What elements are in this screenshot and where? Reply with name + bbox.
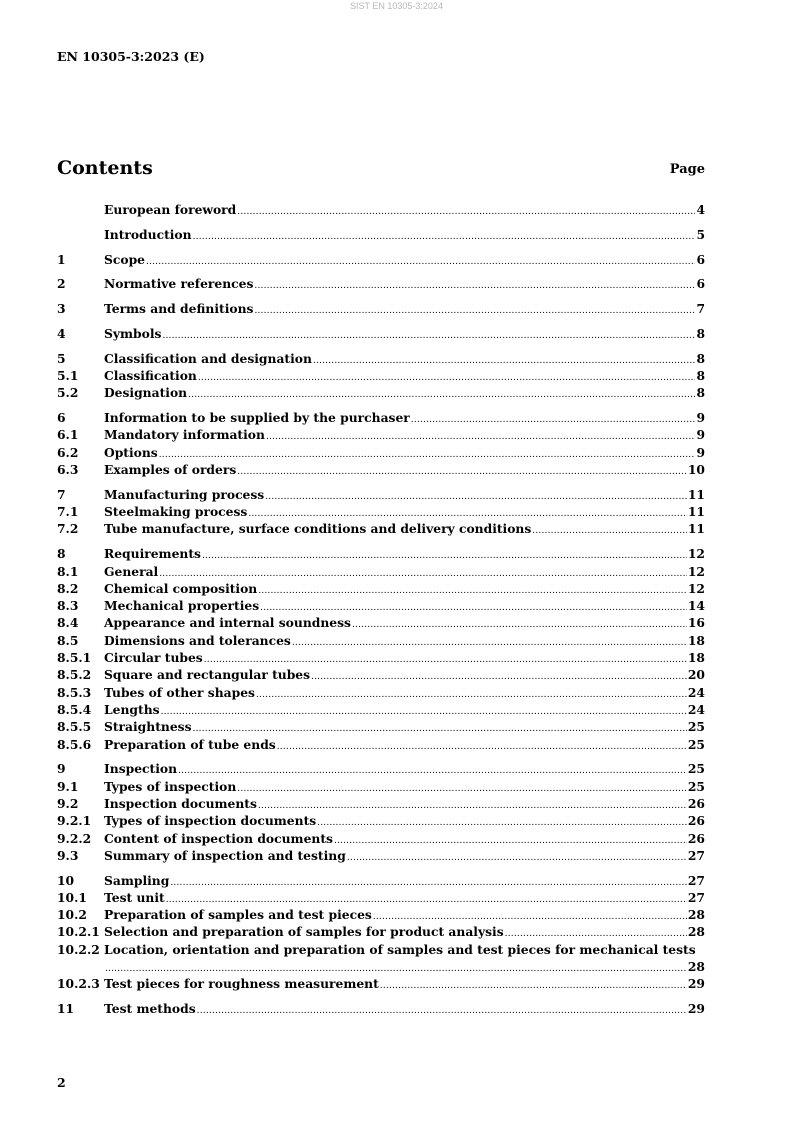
toc-entry[interactable] — [57, 367, 705, 384]
toc-leader-dots — [347, 847, 687, 867]
toc-entry[interactable] — [57, 563, 705, 580]
toc-entry-page: 11 — [687, 521, 705, 537]
toc-entry[interactable] — [57, 684, 705, 701]
toc-entry-number: 8.5 — [57, 632, 79, 648]
toc-entry-title: Requirements — [104, 546, 201, 562]
toc-leader-dots — [380, 975, 687, 995]
toc-entry-title: Classification and designation — [104, 350, 312, 366]
toc-leader-dots — [254, 275, 695, 295]
toc-entry-title: Preparation of samples and test pieces — [104, 907, 372, 923]
toc-entry-page: 7 — [696, 301, 705, 317]
toc-entry-title: Inspection documents — [104, 795, 257, 811]
toc-entry[interactable] — [57, 503, 705, 520]
watermark: SIST EN 10305-3:2024 — [350, 1, 443, 11]
toc-leader-dots — [188, 384, 695, 404]
toc-entry-page: 11 — [687, 504, 705, 520]
toc-entry-page: 26 — [687, 795, 705, 811]
toc-entry-number: 10.2.1 — [57, 924, 100, 940]
toc-entry-number: 1 — [57, 251, 66, 267]
toc-entry-title: Content of inspection documents — [104, 830, 333, 846]
toc-entry-number: 8.5.4 — [57, 701, 92, 717]
toc-entry-page: 14 — [687, 598, 705, 614]
toc-entry-number: 3 — [57, 301, 66, 317]
toc-entry-page: 12 — [687, 563, 705, 579]
toc-entry-page: 8 — [696, 368, 705, 384]
toc-entry[interactable] — [57, 545, 705, 562]
toc-entry[interactable] — [57, 812, 705, 829]
toc-entry-page: 6 — [696, 251, 705, 267]
toc-entry-number: 10.2.2 — [57, 941, 100, 957]
toc-entry-number: 6.3 — [57, 462, 79, 478]
toc-entry[interactable] — [57, 778, 705, 795]
toc-entry-page: 26 — [687, 813, 705, 829]
toc-entry-number: 7 — [57, 486, 66, 502]
toc-entry-continuation[interactable] — [57, 958, 705, 975]
page-number: 2 — [57, 1075, 66, 1090]
toc-leader-dots — [237, 461, 687, 481]
toc-entry-page: 9 — [696, 410, 705, 426]
toc-leader-dots — [237, 201, 695, 221]
toc-entry-number: 11 — [57, 1001, 75, 1017]
toc-entry-title: Classification — [104, 368, 197, 384]
toc-entry[interactable] — [57, 632, 705, 649]
toc-entry-title: Mechanical properties — [104, 598, 260, 614]
toc-leader-dots — [277, 736, 687, 756]
toc-entry-title: Inspection — [104, 761, 178, 777]
toc-entry-page: 8 — [696, 350, 705, 366]
toc-entry-title: Types of inspection documents — [104, 813, 317, 829]
toc-entry-number: 10.2.3 — [57, 976, 100, 992]
toc-entry-page: 4 — [696, 202, 705, 217]
toc-entry-number: 8.5.2 — [57, 667, 92, 683]
toc-entry-number: 5 — [57, 350, 66, 366]
document-header: EN 10305-3:2023 (E) — [57, 49, 205, 64]
toc-entry-page: 27 — [687, 889, 705, 905]
toc-entry-number: 9.2.1 — [57, 813, 92, 829]
toc-entry[interactable] — [57, 325, 705, 342]
toc-entry-title: Test unit — [104, 889, 165, 905]
toc-entry-number: 8.5.6 — [57, 736, 92, 752]
toc-entry-title: Location, orientation and preparation of samples and test pieces for mechanical tests — [104, 941, 696, 957]
toc-leader-dots — [254, 300, 695, 320]
toc-entry-number: 9.2.2 — [57, 830, 92, 846]
toc-entry-number: 8.4 — [57, 615, 79, 631]
toc-entry-title: Normative references — [104, 276, 254, 292]
toc-entry[interactable] — [57, 409, 705, 426]
toc-entry-title: General — [104, 563, 159, 579]
toc-entry[interactable] — [57, 1000, 705, 1017]
toc-entry[interactable] — [57, 580, 705, 597]
toc-entry-title: Examples of orders — [104, 462, 237, 478]
toc-entry[interactable] — [57, 666, 705, 683]
toc-entry-title: Options — [104, 444, 158, 460]
page-column-header: Page — [669, 162, 705, 177]
toc-entry[interactable] — [57, 275, 705, 292]
toc-leader-dots — [532, 520, 687, 540]
toc-entry-number: 10.2 — [57, 907, 87, 923]
toc-entry-title: Types of inspection — [104, 778, 237, 794]
toc-entry-title: Selection and preparation of samples for product analysis — [104, 924, 504, 940]
toc-entry-page: 27 — [687, 847, 705, 863]
toc-entry-number: 8.2 — [57, 580, 79, 596]
toc-entry-number: 2 — [57, 276, 66, 292]
toc-entry-title: Introduction — [104, 226, 192, 242]
toc-entry[interactable] — [57, 444, 705, 461]
toc-entry-title: Preparation of tube ends — [104, 736, 276, 752]
toc-entry[interactable] — [57, 736, 705, 753]
toc-entry-number: 8.5.3 — [57, 684, 92, 700]
toc-entry-title: Straightness — [104, 719, 192, 735]
toc-entry-page: 28 — [687, 959, 705, 975]
toc-entry-title: Symbols — [104, 325, 162, 341]
toc-entry-number: 8 — [57, 546, 66, 562]
contents-title: Contents — [57, 157, 153, 179]
toc-entry-number: 7.1 — [57, 504, 79, 520]
toc-entry-page: 16 — [687, 615, 705, 631]
toc-entry[interactable] — [57, 830, 705, 847]
toc-entry[interactable] — [57, 597, 705, 614]
toc-entry-title: Square and rectangular tubes — [104, 667, 311, 683]
toc-entry-page: 25 — [687, 761, 705, 777]
toc-entry-number: 9.2 — [57, 795, 79, 811]
toc-entry-page: 18 — [687, 632, 705, 648]
toc-entry-number: 8.3 — [57, 598, 79, 614]
toc-entry-title: Tubes of other shapes — [104, 684, 255, 700]
toc-entry[interactable] — [57, 701, 705, 718]
toc-entry-title: Designation — [104, 385, 188, 401]
toc-entry[interactable] — [57, 649, 705, 666]
toc-entry[interactable] — [57, 486, 705, 503]
toc-entry[interactable] — [57, 251, 705, 268]
toc-entry-number: 4 — [57, 325, 66, 341]
toc-entry-page: 24 — [687, 701, 705, 717]
toc-entry-number: 8.5.1 — [57, 650, 92, 666]
toc-entry-number: 5.2 — [57, 385, 79, 401]
toc-entry[interactable] — [57, 872, 705, 889]
toc-entry-page: 24 — [687, 684, 705, 700]
toc-entry-page: 25 — [687, 736, 705, 752]
toc-entry[interactable] — [57, 201, 705, 218]
toc-entry-number: 9 — [57, 761, 66, 777]
toc-entry[interactable] — [57, 923, 705, 940]
toc-entry-page: 9 — [696, 427, 705, 443]
toc-entry[interactable] — [57, 384, 705, 401]
toc-entry-title: Mandatory information — [104, 427, 265, 443]
toc-entry[interactable] — [57, 760, 705, 777]
toc-entry[interactable] — [57, 847, 705, 864]
toc-leader-dots — [193, 226, 696, 246]
toc-entry-title: Manufacturing process — [104, 486, 265, 502]
toc-entry-number: 10.1 — [57, 889, 87, 905]
toc-entry[interactable] — [57, 889, 705, 906]
toc-entry-page: 5 — [696, 226, 705, 242]
toc-entry-title: Summary of inspection and testing — [104, 847, 346, 863]
toc-entry-number: 10 — [57, 872, 75, 888]
toc-entry-page: 12 — [687, 580, 705, 596]
toc-entry[interactable] — [57, 426, 705, 443]
toc-entry-page: 27 — [687, 872, 705, 888]
toc-entry-number: 6.2 — [57, 444, 79, 460]
toc-entry-number: 8.5.5 — [57, 719, 92, 735]
toc-entry-page: 29 — [687, 976, 705, 992]
toc-entry[interactable] — [57, 795, 705, 812]
toc-entry[interactable] — [57, 941, 705, 958]
toc-entry-number: 5.1 — [57, 368, 79, 384]
toc-entry[interactable] — [57, 718, 705, 735]
toc-entry-page: 28 — [687, 924, 705, 940]
toc-entry[interactable] — [57, 906, 705, 923]
toc-entry-page: 18 — [687, 650, 705, 666]
toc-entry-page: 28 — [687, 907, 705, 923]
toc-entry-page: 20 — [687, 667, 705, 683]
toc-entry-page: 12 — [687, 546, 705, 562]
toc-leader-dots — [146, 251, 695, 271]
toc-entry-number: 6 — [57, 410, 66, 426]
toc-entry-title: Sampling — [104, 872, 170, 888]
toc-entry-title: Chemical composition — [104, 580, 258, 596]
toc-entry-title: Lengths — [104, 701, 160, 717]
toc-entry[interactable] — [57, 300, 705, 317]
toc-entry-page: 6 — [696, 276, 705, 292]
toc-entry[interactable] — [57, 975, 705, 992]
toc-entry-title: Scope — [104, 251, 145, 267]
toc-entry-title: Test pieces for roughness measurement — [104, 976, 379, 992]
toc-entry[interactable] — [57, 614, 705, 631]
toc-entry-page: 26 — [687, 830, 705, 846]
toc-entry-page: 9 — [696, 444, 705, 460]
toc-entry-page: 10 — [687, 462, 705, 478]
toc-entry-title: Appearance and internal soundness — [104, 615, 351, 631]
toc-entry-title: Dimensions and tolerances — [104, 632, 291, 648]
toc-entry-title: Tube manufacture, surface conditions and delivery conditions — [104, 521, 532, 537]
toc-entry-page: 11 — [687, 486, 705, 502]
toc-entry-number: 8.1 — [57, 563, 79, 579]
toc-entry-page: 8 — [696, 385, 705, 401]
toc-entry-number: 9.1 — [57, 778, 79, 794]
toc-entry-page: 25 — [687, 719, 705, 735]
toc-leader-dots — [197, 1000, 687, 1020]
toc-entry-title: Terms and definitions — [104, 301, 254, 317]
toc-entry-title: Information to be supplied by the purchaser — [104, 410, 410, 426]
toc-entry-number: 6.1 — [57, 427, 79, 443]
table-of-contents — [57, 201, 705, 1017]
toc-entry[interactable] — [57, 461, 705, 478]
toc-entry-page: 8 — [696, 325, 705, 341]
toc-entry-title: Steelmaking process — [104, 504, 248, 520]
toc-leader-dots — [162, 325, 695, 345]
toc-entry-page: 25 — [687, 778, 705, 794]
toc-entry[interactable] — [57, 350, 705, 367]
toc-entry-title: Test methods — [104, 1001, 196, 1017]
toc-entry-title: Circular tubes — [104, 650, 203, 666]
toc-entry-number: 9.3 — [57, 847, 79, 863]
toc-entry[interactable] — [57, 520, 705, 537]
toc-entry[interactable] — [57, 226, 705, 243]
toc-entry-title: European foreword — [104, 202, 237, 217]
toc-entry-number: 7.2 — [57, 521, 79, 537]
toc-entry-page: 29 — [687, 1001, 705, 1017]
